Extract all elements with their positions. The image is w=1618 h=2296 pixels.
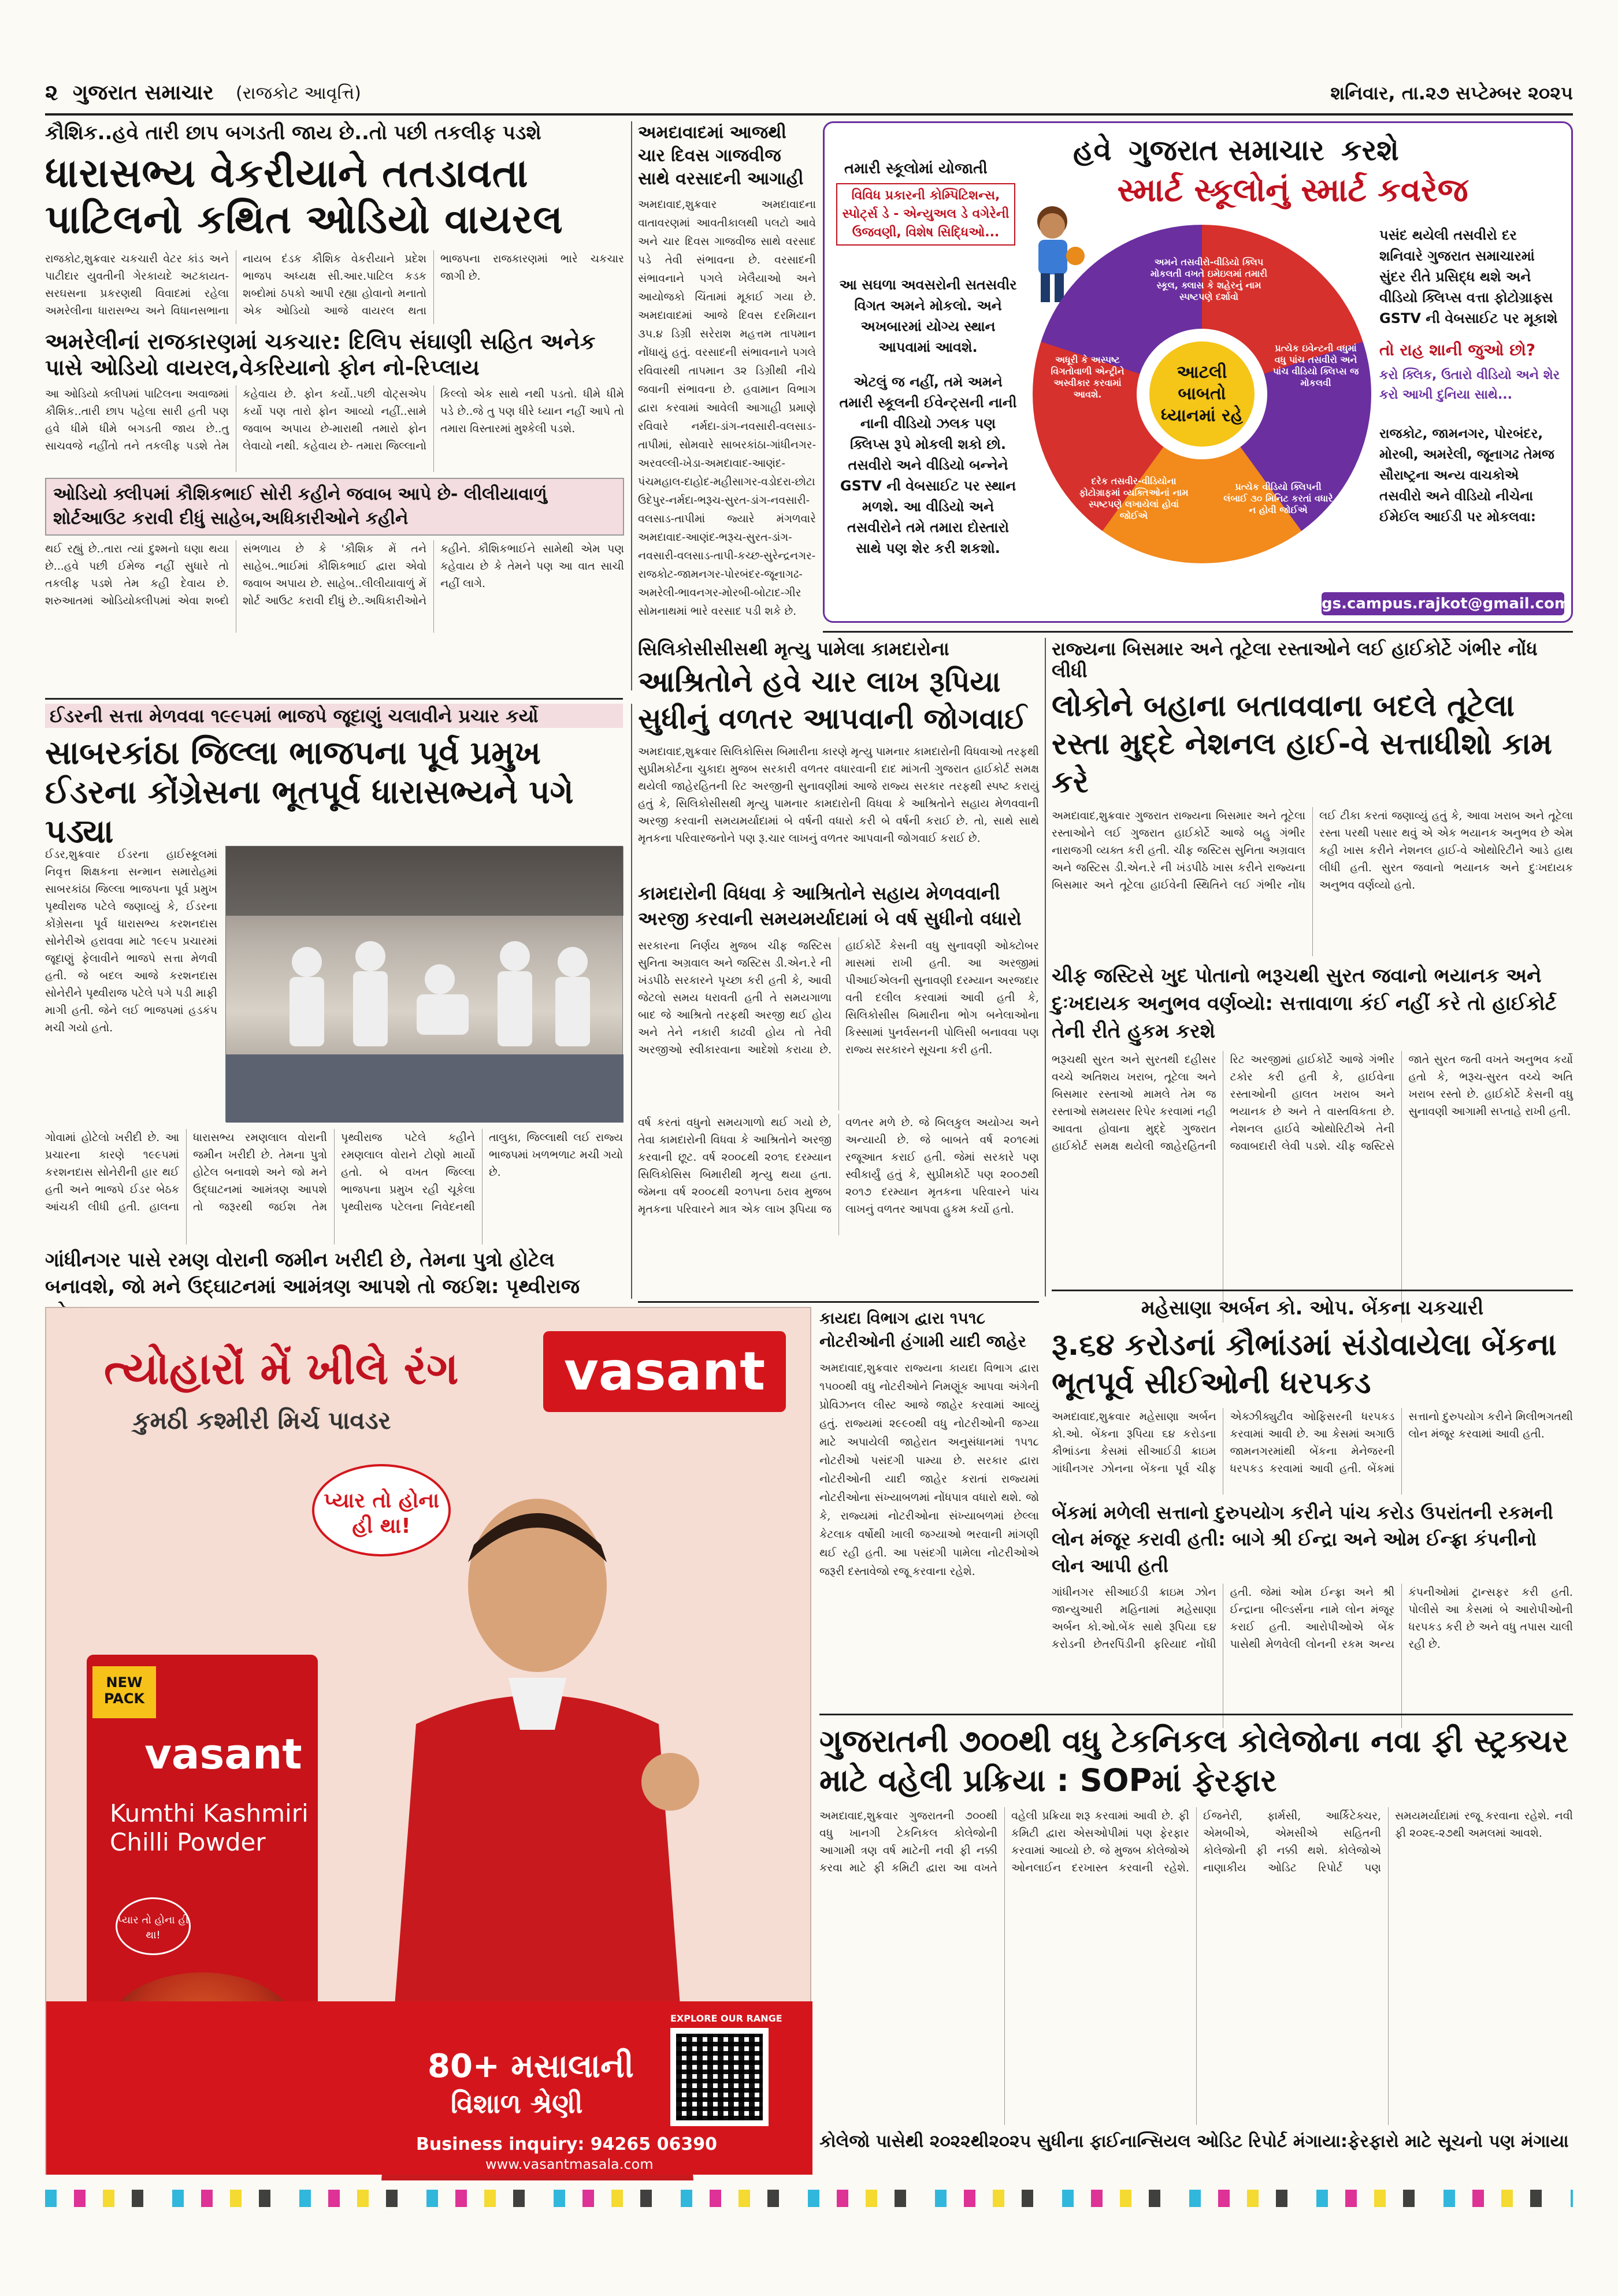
story8-body: અમદાવાદ,શુક્રવાર ગુજરાતની ૭૦૦થી વધુ ખાનગી ટેકનિકલ કોલેજોની આગામી ત્રણ વર્ષ માટેની નવી ફી નક્કી કરવા માટે ફી કમિટી દ્વારા આ વખતે વહેલી પ્રક્રિયા શરૂ કરવામાં આવી છે. ફી કમિટી દ્વારા એસઓપીમાં પણ ફેરફાર કરવામાં આવ્યો છે. જે મુજબ કોલેજોએ ઓનલાઈન દરખાસ્ત કરવાની રહેશે. ઈજનેરી, ફાર્મસી, આર્કિટેક્ચર, એમબીએ, એમસીએ સહિતની કોલેજોની ફી નક્કી થશે. કોલેજોએ નાણાકીય ઓડિટ રિપોર્ટ પણ સમયમર્યાદામાં રજૂ કરવાના રહેશે. નવી ફી ૨૦૨૬-૨૭થી અમલમાં આવશે. xyxy=(819,1810,1573,1874)
promo-right-text: પસંદ થયેલી તસવીરો દર શનિવારે ગુજરાત સમાચારમાં સુંદર રીતે પ્રસિદ્ધ થશે અને વીડિયો ક્લિપ્સ વત્તા ફોટોગ્રાફ્સ GSTV ની વેબસાઈટ પર મૂકાશે xyxy=(1379,227,1558,326)
story1-subhead: અમરેલીનાં રાજકારણમાં ચકચાર: દિલિપ સંઘાણી સહિત અનેક પાસે ઓડિયો વાયરલ,વેકરિયાનો ફોન નો-રિપ્લાય xyxy=(45,329,596,381)
promo-right-question: તો રાહ શાની જુઓ છો? xyxy=(1379,340,1536,359)
story5-subhead: ચીફ જસ્ટિસે ખુદ પોતાનો ભરૂચથી સુરત જવાનો ભયાનક અને દુઃખદાયક અનુભવ વર્ણવ્યો: સત્તાવાળા કંઈ નહીં કરે તો હાઈકોર્ટ તેની રીતે હુકમ કરશે xyxy=(1052,964,1557,1043)
story3 xyxy=(45,704,623,1299)
story4-body: અમદાવાદ,શુક્રવાર સિલિકોસિસ બિમારીના કારણે મૃત્યુ પામનાર કામદારોની વિધવાઓ તરફથી સુપ્રીમકોર્ટના ચુકાદા મુજબ સરકારી વળતર વધારવાની દાદ માંગતી ગુજરાત હાઈકોર્ટ સમક્ષ થયેલી જાહેરહિતની રિટ અરજીની સુનાવણીમાં આજે રાજ્ય સરકાર તરફથી સ્પષ્ટ કરાયું હતું કે, સિલિકોસીસથી મૃત્યુ પામનાર કામદારોની વિધવા કે આશ્રિતોને સહાય મેળવવાની અરજી કરવાની સમયમર્યાદામાં બે વર્ષની વધારો કરી બે વર્ષની કરાઈ છે. તો, સાથે સાથે મૃતકના પરિવારજનોને પણ રૂ.ચાર લાખનું વળતર આપવાની જોગવાઈ કરાઈ છે. xyxy=(638,745,1039,845)
story3-body-side: ઈડર,શુક્રવાર ઈડરના હાઈસ્કૂલમાં નિવૃત્ત શિક્ષકના સન્માન સમારોહમાં સાબરકાંઠા જિલ્લા ભાજપના પૂર્વ પ્રમુખ પૃથ્વીરાજ પટેલે જણાવ્યું કે, ઈડરના કોંગ્રેસના પૂર્વ ધારાસભ્ય કરશનદાસ સોનેરીએ હરાવવા માટે ૧૯૯૫ પ્રચારમાં જૂદાણું ફેલાવીને ભાજપે સત્તા મેળવી હતી. જે બદલ આજે કરશનદાસ સોનેરીને પૃથ્વીરાજ પટેલે પગે પડી માફી માગી હતી. જેને લઈ ભાજપમાં હડકંપ મચી ગયો હતો. xyxy=(45,848,217,1034)
ad-tagline: ત્યોહારોં મેં ખીલે રંગ xyxy=(104,1343,459,1394)
promo-title-paper: ગુજરાત સમાચાર xyxy=(1129,133,1324,167)
story1-body1: રાજકોટ,શુક્રવાર ચકચારી વેટર કાંડ અને પાટીદાર યુવતીની ગેરકાયદે અટકાયત-સરઘસના પ્રકરણથી વિવાદમાં રહેલા અમરેલીના ધારાસભ્ય અને વિધાનસભાના નાયબ દંડક કૌશિક વેકરીયાને પ્રદેશ ભાજપ અધ્યક્ષ સી.આર.પાટિલ કડક શબ્દોમાં ઠપકો આપી રહ્યા હોવાનો મનાતો એક ઓડિયો આજે વાયરલ થતા ભાજપના રાજકારણમાં ભારે ચકચાર જાગી છે. xyxy=(45,252,624,318)
story2-kicker: અમદાવાદમાં આજથી ચાર દિવસ ગાજવીજ સાથે વરસાદની આગાહી xyxy=(638,122,804,189)
ad-website[interactable]: www.vasantmasala.com xyxy=(485,2156,654,2172)
story1-body2: આ ઓડિયો ક્લીપમાં પાટિલના અવાજમાં કૌશિક..તારી છાપ પહેલા સારી હતી પણ હવે ધીમે ધીમે બગડતી જાય છે..તુ સાચવજે નહીંતો તને તકલીફ પડશે તેમ કહેવાય છે. ફોન કર્યો..પછી વોટ્સએપ કર્યો પણ તારો ફોન આવ્યો નહીં..સામે જવાબ અપાય છે-મારાથી તમારો ફોન લેવાયો નથી. કહેવાય છે- તમારા જિલ્લાનો કિલ્લો એક સાથે નથી પડતો. ધીમે ધીમે પડે છે..જે તુ પણ ધીરે ધ્યાન નહીં આપે તો તમારા વિસ્તારમાં મુશ્કેલી પડશે. xyxy=(45,387,624,452)
story5-body2: ભરૂચથી સુરત અને સુરતથી દહીસર વચ્ચે અતિશય ખરાબ, તૂટેલા અને બિસમાર રસ્તાઓ મામલે તેમ જ રસ્તાઓ સમયસર રિપેર કરવામાં નહી આવતા હોવાના મુદ્દે ગુજરાત હાઈકોર્ટ સમક્ષ થયેલી જાહેરહિતની રિટ અરજીમાં હાઈકોર્ટે આજે ગંભીર ટકોર કરી હતી કે, હાઈવેના રસ્તાઓની હાલત ખરાબ અને ભયાનક છે અને તે વાસ્તવિકતા છે. નેશનલ હાઈવે ઓથોરિટીએ તેની જવાબદારી લેવી પડશે. ચીફ જસ્ટિસે જાતે સુરત જતી વખતે અનુભવ કર્યો હતો કે, ભરૂચ-સુરત વચ્ચે અતિ ખરાબ રસ્તો છે. હાઈકોર્ટે કેસની વધુ સુનાવણી આગામી સપ્તાહે રાખી હતી. xyxy=(1052,1053,1573,1153)
rule-s1 xyxy=(45,698,623,700)
col-rule-2 xyxy=(631,704,632,1299)
story1-quote-box: ઓડિયો ક્લીપમાં કૌશિકભાઈ સોરી કહીને જવાબ આપે છે- લીલીયાવાળું શોર્ટઆઉટ કરાવી દીધું સાહેબ,અધિકારીઓને કહીને xyxy=(45,478,624,536)
story7-headline: રૂ.૬૪ કરોડનાં કૌભાંડમાં સંડોવાયેલા બેંકના ભૂતપૂર્વ સીઈઓની ધરપકડ xyxy=(1052,1327,1557,1400)
printer-marks xyxy=(45,2190,1573,2207)
story7-body2: ગાંધીનગર સીઆઈડી ક્રાઇમ ઝોન જાન્યુઆરી મહિનામાં મહેસાણા અર્બન કો.ઓ.બેંક સાથે રૂપિયા ૬૪ કરોડની છેતરપિંડીની ફરિયાદ નોંધી હતી. જેમાં ઓમ ઈન્ફ્રા અને શ્રી ઈન્દ્રાના બીલ્ડર્સના નામે લોન મંજૂર કરાઈ હતી. આરોપીઓએ બેંક પાસેથી મેળવેલી લોનની રકમ અન્ય કંપનીઓમાં ટ્રાન્સફર કરી હતી. પોલીસે આ કેસમાં બે આરોપીઓની ધરપકડ કરી છે અને વધુ તપાસ ચાલી રહી છે. xyxy=(1052,1585,1573,1651)
promo-right-cta: કરો ક્લિક, ઉતારો વીડિયો અને શેર કરો આખી દુનિયા સાથે... xyxy=(1379,368,1560,402)
story2-body: અમદાવાદ,શુક્રવાર અમદાવાદના વાતાવરણમાં આવતીકાલથી પલટો આવે અને ચાર દિવસ ગાજવીજ સાથે વરસાદ પડે તેવી સંભાવના છે. વરસાદની સંભાવનાને પગલે ખેલૈયાઓ અને આયોજકો ચિંતામાં મૂકાઈ ગયા છે. અમદાવાદમાં આજે દિવસ દરમિયાન ૩૫.૪ ડિગ્રી સરેરાશ મહત્તમ તાપમાન નોંધાયું હતું. વરસાદની સંભાવનાને પગલે રવિવારથી તાપમાન ૩૨ ડિગ્રીથી નીચે જવાની સંભાવના છે. હવામાન વિભાગ દ્વારા કરવામાં આવેલી આગાહી પ્રમાણે રવિવારે નર્મદા-ડાંગ-નવસારી-વલસાડ-તાપીમાં, સોમવારે સાબરકાંઠા-ગાંધીનગર-અરવલ્લી-ખેડા-અમદાવાદ-આણંદ-પંચમહાલ-દાહોદ-મહીસાગર-વડોદરા-છોટા ઉદેપુર-નર્મદા-ભરૂચ-સુરત-ડાંગ-નવસારી-વલસાડ-તાપીમાં જ્યારે મંગળવારે અમદાવાદ-આણંદ-ભરૂચ-સુરત-ડાંગ-નવસારી-વલસાડ-તાપી-કચ્છ-સુરેન્દ્રનગર-રાજકોટ-જામનગર-પોરબંદર-જૂનાગઢ-અમરેલી-ભાવનગર-મોરબી-બોટાદ-ગીર સોમનાથમાં ભારે વરસાદ પડી શકે છે. xyxy=(638,198,816,618)
ad-pack-brand: vasant xyxy=(144,1730,302,1778)
story3-photo xyxy=(225,846,623,1122)
story6-body: અમદાવાદ,શુક્રવાર રાજ્યના કાયદા વિભાગ દ્વારા ૧૫૦૦થી વધુ નોટરીઓને નિમણૂંક આપવા અંગેની પ્રોવિઝનલ લીસ્ટ આજે જાહેર કરવામાં આવ્યું હતું. રાજ્યમાં ૨૯૯૦થી વધુ નોટરીઓની જગ્યા માટે અપાયેલી જાહેરાત અનુસંધાનમાં ૧૫૧૮ નોટરીઓ પસંદગી પામ્યા છે. સરકાર દ્વારા નોટરીઓની યાદી જાહેર કરાતાં રાજ્યમાં નોટરીઓના સંખ્યાબળમાં નોંધપાત્ર વધારો થશે. જો કે, રાજ્યમાં નોટરીઓના સંખ્યાબળમાં છેલ્લા કેટલાક વર્ષોથી ખાલી જગ્યાઓ ભરવાની માંગણી થઈ રહી હતી. આ પસંદગી પામેલા નોટરીઓએ જરૂરી દસ્તાવેજો રજૂ કરવાના રહેશે. xyxy=(819,1362,1039,1578)
ad-product-gu: કુમઠી કશ્મીરી મિર્ચ પાવડર xyxy=(133,1406,391,1435)
ad-masala-range: 80+ મસાલાની xyxy=(428,2048,634,2085)
story1-kicker: કૌશિક..હવે તારી છાપ બગડતી જાય છે..તો પછી તકલીફ પડશે xyxy=(45,121,541,144)
story7 xyxy=(1052,1296,1573,1707)
wheel-seg3: પ્રત્યેક વીડિયો ક્લિપની લંબાઈ ૩૦ મિનિટ કરતાં વધારે ન હોવી જોઈએ xyxy=(1223,481,1333,515)
ad-pack-line2: Chilli Powder xyxy=(110,1828,266,1856)
promo-left-intro: તમારી સ્કૂલોમાં યોજાતી xyxy=(844,160,988,177)
rule-promo xyxy=(823,631,1573,633)
story4-body3: વર્ષ કરતાં વધુનો સમયગાળો થઈ ગયો છે, તેવા કામદારોની વિધવા કે આશ્રિતોને અરજી કરવાની છૂટ. વર્ષ ૨૦૦૮થી ૨૦૧૬ દરમ્યાન સિલિકોસિસ બિમારીથી મૃત્યુ થયા હતા. જેમના વર્ષ ૨૦૦૮થી ૨૦૧૫ના ઠરાવ મુજબ મૃતકના પરિવારને માત્ર એક લાખ રૂપિયા જ વળતર મળે છે. જે બિલકુલ અયોગ્ય અને અન્યાયી છે. જે બાબતે વર્ષ ૨૦૧૯માં રજૂઆત કરાઈ હતી. જેમાં સરકારે પણ સ્વીકાર્યું હતું કે, સુપ્રીમકોર્ટે પણ ૨૦૦૭થી ૨૦૧૭ દરમ્યાન મૃતકના પરિવારને પાંચ લાખનું વળતર આપવા હુકમ કર્યો હતો. xyxy=(638,1116,1039,1216)
promo-box xyxy=(823,121,1573,623)
story4 xyxy=(638,638,1039,1296)
ad-explore: EXPLORE OUR RANGE xyxy=(670,2013,782,2024)
promo-email[interactable]: gs.campus.rajkot@gmail.com xyxy=(1322,592,1564,615)
story5 xyxy=(1052,638,1573,1285)
wheel-center: આટલી બાબતો ધ્યાનમાં રહે xyxy=(1149,341,1255,447)
masthead xyxy=(45,80,1573,111)
wheel-seg1: અમને તસવીરો-વીડિયો ક્લિપ મોકલતી વખતે ઇમેઇલમાં તમારી સ્કૂલ, ક્લાસ કે શહેરનું નામ સ્પષ્ટપણે દર્શાવો xyxy=(1150,257,1268,302)
story5-kicker: રાજ્યના બિસમાર અને તૂટેલા રસ્તાઓને લઈ હાઈકોર્ટે ગંભીર નોંધ લીધી xyxy=(1052,638,1538,682)
story3-kicker: ઈડરની સત્તા મેળવવા ૧૯૯૫માં ભાજપે જૂદાણું ચલાવીને પ્રચાર કર્યો xyxy=(45,704,623,728)
col-rule-1 xyxy=(631,121,632,690)
ad-qr[interactable] xyxy=(670,2028,769,2126)
ad-brand-logo: vasant xyxy=(543,1331,786,1412)
page-number: ૨ xyxy=(45,80,58,105)
promo-title xyxy=(1073,133,1399,168)
story1 xyxy=(45,121,624,700)
promo-left-text2: એટલું જ નહીં, તમે અમને તમારી સ્કૂલની ઈવેન્ટ્સની નાની નાની વીડિયો ઝલક પણ ક્લિપ્સ રૂપે મોકલી શકો છો. તસવીરો અને વીડિયો બન્નેને GSTV ની વેબસાઈટ પર સ્થાન મળશે. આ વીડિયો અને તસવીરોને તમે તમારા દોસ્તારો સાથે પણ શેર કરી શકશો. xyxy=(839,374,1017,556)
ad-masala-range2: વિશાળ શ્રેણી xyxy=(451,2088,583,2119)
story8-subhead: કોલેજો પાસેથી ૨૦૨૨થી૨૦૨૫ સુધીના ફાઈનાન્સિયલ ઓડિટ રિપોર્ટ મંગાયા:ફેરફારો માટે સૂચનો પણ મંગાયા xyxy=(819,2131,1569,2152)
promo-title-prefix: હવે xyxy=(1073,133,1112,167)
rule-s4 xyxy=(638,1301,1039,1303)
date: શનિવાર, તા.૨૭ સપ્ટેમ્બર ૨૦૨૫ xyxy=(1330,82,1573,104)
people-illustration xyxy=(226,846,624,1123)
rule-s7 xyxy=(819,1714,1573,1715)
story4-headline: આશ્રિતોને હવે ચાર લાખ રૂપિયા સુધીનું વળતર આપવાની જોગવાઈ xyxy=(638,665,1027,736)
promo-subtitle: સ્માર્ટ સ્કૂલોનું સ્માર્ટ કવરેજ xyxy=(1117,172,1468,209)
story7-subhead: બેંકમાં મળેલી સત્તાનો દુરુપયોગ કરીને પાંચ કરોડ ઉપરાંતની રકમની લોન મંજૂર કરાવી હતી: બાગે શ્રી ઈન્દ્રા અને ઓમ ઈન્ફ્રા કંપનીનો લોન આપી હતી xyxy=(1052,1501,1553,1577)
vasant-ad xyxy=(45,1307,811,2175)
promo-left-tag: વિવિધ પ્રકારની કોમ્પિટિશન્સ, સ્પોર્ટ્સ ડે - એન્યુઅલ ડે વગેરેની ઉજવણી, વિશેષ સિદ્ધિઓ... xyxy=(836,183,1015,246)
paper-name: ગુજરાત સમાચાર xyxy=(73,81,214,105)
story3-subhead: ગાંધીનગર પાસે રમણ વોરાની જમીન ખરીદી છે, તેમના પુત્રો હોટેલ બનાવશે, જો મને ઉદ્ઘાટનમાં આમંત્રણ આપશે તો જઈશ: પૃથ્વીરાજ xyxy=(45,1249,580,1298)
story1-headline: ધારાસભ્ય વેકરીયાને તતડાવતા પાટિલનો કથિત ઓડિયો વાયરલ xyxy=(45,150,563,243)
story1-body3: થઈ રહ્યું છે..તારા ત્યાં દુશ્મનો ઘણા થયા છે...હવે પછી ઈમેજ નહીં સુધારે તો તકલીફ પડશે તેમ કહી દેવાય છે. શરુઆતમાં ઓડિયોક્લીપમાં એવા શબ્દો સંભળાય છે કે 'કૌશિક મેં તને સાહેબ..ભાઈમાં કૌશિકભાઈ દ્વારા એવો જવાબ અપાય છે. સાહેબ..લીલીયાવાળું મેં શોર્ટ આઉટ કરાવી દીધું છે..અધિકારીઓને કહીને. કૌશિકભાઈને સામેથી એમ પણ કહેવાય છે કે તેમને પણ આ વાત સાચી નહીં લાગે. xyxy=(45,542,624,607)
ad-pack-line1: Kumthi Kashmiri xyxy=(110,1799,309,1827)
ad-new-pack: NEW PACK xyxy=(92,1666,156,1718)
ad-slogan: પ્યાર તો હોના હી થા! xyxy=(312,1464,451,1556)
masthead-rule xyxy=(45,113,1573,116)
story5-headline: લોકોને બહાના બતાવવાના બદલે તૂટેલા રસ્તા મુદ્દે નેશનલ હાઈ-વે સત્તાધીશો કામ કરે xyxy=(1052,688,1552,800)
story7-kicker: મહેસાણા અર્બન કો. ઓપ. બેંકના ચકચારી xyxy=(1141,1296,1484,1320)
story8 xyxy=(819,1722,1573,2178)
story8-headline: ગુજરાતની ૭૦૦થી વધુ ટેકનિકલ કોલેજોના નવા ફી સ્ટ્રક્ચર માટે વહેલી પ્રક્રિયા : SOPમાં ફેરફાર xyxy=(819,1723,1568,1799)
col-rule-3 xyxy=(1045,638,1046,1296)
wheel-seg2: પ્રત્યેક ઇવેન્ટની વધુમાં વધુ પાંચ તસવીરો અને પાંચ વીડિયો ક્લિપ્સ જ મોકલવી xyxy=(1272,343,1359,388)
promo-right-cities: રાજકોટ, જામનગર, પોરબંદર, મોરબી, અમરેલી, જૂનાગઢ તેમજ સૌરાષ્ટ્રના અન્ય વાચકોએ તસવીરો અને વીડિયો નીચેના ઈમેઈલ આઈડી પર મોકલવા: xyxy=(1379,426,1554,525)
story6-kicker: કાયદા વિભાગ દ્વારા ૧૫૧૮ નોટરીઓની હંગામી યાદી જાહેર xyxy=(819,1309,1026,1351)
story3-headline: સાબરકાંઠા જિલ્લા ભાજપના પૂર્વ પ્રમુખ ઈડરના કોંગ્રેસના ભૂતપૂર્વ ધારાસભ્યને પગે પડ્યા xyxy=(45,734,574,851)
promo-title-suffix: કરશે xyxy=(1341,133,1399,167)
edition: (રાજકોટ આવૃત્તિ) xyxy=(236,83,361,103)
story4-kicker: સિલિકોસીસીસથી મૃત્યુ પામેલા કામદારોના xyxy=(638,638,949,660)
story4-subhead: કામદારોની વિધવા કે આશ્રિતોને સહાય મેળવવાની અરજી કરવાની સમયમર્યાદામાં બે વર્ષ સુધીનો વધારો xyxy=(638,882,1022,930)
wheel-seg5: અધૂરી કે અસ્પષ્ટ વિગતોવાળી એન્ટ્રીને અસ્વીકાર કરવામાં આવશે. xyxy=(1051,354,1125,400)
story5-body: અમદાવાદ,શુક્રવાર ગુજરાત રાજ્યના બિસમાર અને તૂટેલા રસ્તાઓને લઈ ગુજરાત હાઈકોર્ટે આજે બહુ ગંભીર નારાજગી વ્યક્ત કરી હતી. ચીફ જસ્ટિસ સુનિતા અગ્રવાલ અને જસ્ટિસ ડી.એન.રે ની ખંડપીઠે ખાસ કરીને રાજ્યના બિસમાર અને તૂટેલા હાઈવેની સ્થિતિને લઈ ગંભીર નોંધ લઈ ટીકા કરતાં જણાવ્યું હતું કે, આવા ખરાબ અને તૂટેલા રસ્તા પરથી પસાર થવું એ એક ભયાનક અનુભવ છે એમ કહી ખાસ કરીને નેશનલ હાઈ-વે ઓથોરિટીને આડે હાથ લીધી હતી. સુરત જવાનો ભયાનક અને દુઃખદાયક અનુભવ વર્ણવ્યો હતો. xyxy=(1052,809,1573,891)
story4-body2: સરકારના નિર્ણય મુજબ ચીફ જસ્ટિસ સુનિતા અગ્રવાલ અને જસ્ટિસ ડી.એન.રે ની ખંડપીઠે સરકારને પૃચ્છા કરી હતી કે, આવી જેટલો સમય ધરાવતી હતી તે સમયગાળા બાદ જે આશ્રિતો તરફથી અરજી થઈ હોય અને તેને નકારી કાઢવી હોય તો તેવી અરજીઓ સ્વીકારવાના આદેશો કરાયા છે. હાઈકોર્ટે કેસની વધુ સુનાવણી ઓક્ટોબર માસમાં રાખી હતી. આ અરજીમાં પીઆઈએલની સુનાવણી દરમ્યાન અરજદાર વતી દલીલ કરવામાં આવી હતી કે, સિલિકોસીસ બિમારીના ભોગ બનેલાઓના કિસ્સામાં પુનર્વસનની પોલિસી બનાવવા પણ રાજ્ય સરકારને સૂચના કરી હતી. xyxy=(638,939,1039,1057)
rule-s5 xyxy=(1052,1290,1573,1291)
story2 xyxy=(638,121,816,690)
promo-left-text1: આ સઘળા અવસરોની સતસવીર વિગત અમને મોકલો. અને અખબારમાં યોગ્ય સ્થાન આપવામાં આવશે. xyxy=(839,277,1017,355)
ad-inquiry: Business inquiry: 94265 06390 xyxy=(416,2134,717,2154)
story3-body-bottom: ગોવામાં હોટેલો ખરીદી છે. આ પ્રચારના કારણે ૧૯૯૫માં કરશનદાસ સોનેરીની હાર થઈ હતી અને ભાજપે ઈડર બેઠક આંચકી લીધી હતી. હાલના ધારાસભ્ય રમણલાલ વોરાની જમીન ખરીદી છે. તેમના પુત્રો હોટેલ બનાવશે અને જો મને ઉદ્‌ઘાટનમાં આમંત્રણ આપશે તો જરૂરથી જઈશ તેમ પૃથ્વીરાજ પટેલે કહીને રમણલાલ વોરાને ટોણો માર્યો હતો. બે વખત જિલ્લા ભાજપના પ્રમુખ રહી ચૂકેલા પૃથ્વીરાજ પટેલના નિવેદનથી તાલુકા, જિલ્લાથી લઈ રાજ્ય ભાજપમાં ખળભળાટ મચી ગયો છે. xyxy=(45,1131,623,1213)
story7-body: અમદાવાદ,શુક્રવાર મહેસાણા અર્બન કો.ઓ. બેંકના રૂપિયા ૬૪ કરોડના કૌભાંડના કેસમાં સીઆઈડી ક્રાઇમ ગાંધીનગર ઝોનના બેંકના પૂર્વ ચીફ એક્ઝીક્યુટીવ ઓફિસરની ધરપકડ કરવામાં આવી છે. આ કેસમાં અગાઉ જામનગરમાંથી બેંકના મેનેજરની ધરપકડ કરવામાં આવી હતી. બેંકમાં સત્તાનો દુરુપયોગ કરીને મિલીભગતથી લોન મંજૂર કરવામાં આવી હતી. xyxy=(1052,1410,1573,1475)
wheel-seg4: દરેક તસવીર-વીડિયોના ફોટોગ્રાફમાં વ્યક્તિઓનાં નામ સ્પષ્ટપણે લખાયેલાં હોવાં જોઈએ xyxy=(1079,475,1189,521)
ad-pack-small: પ્યાર તો હોના હી થા! xyxy=(116,1897,191,1955)
